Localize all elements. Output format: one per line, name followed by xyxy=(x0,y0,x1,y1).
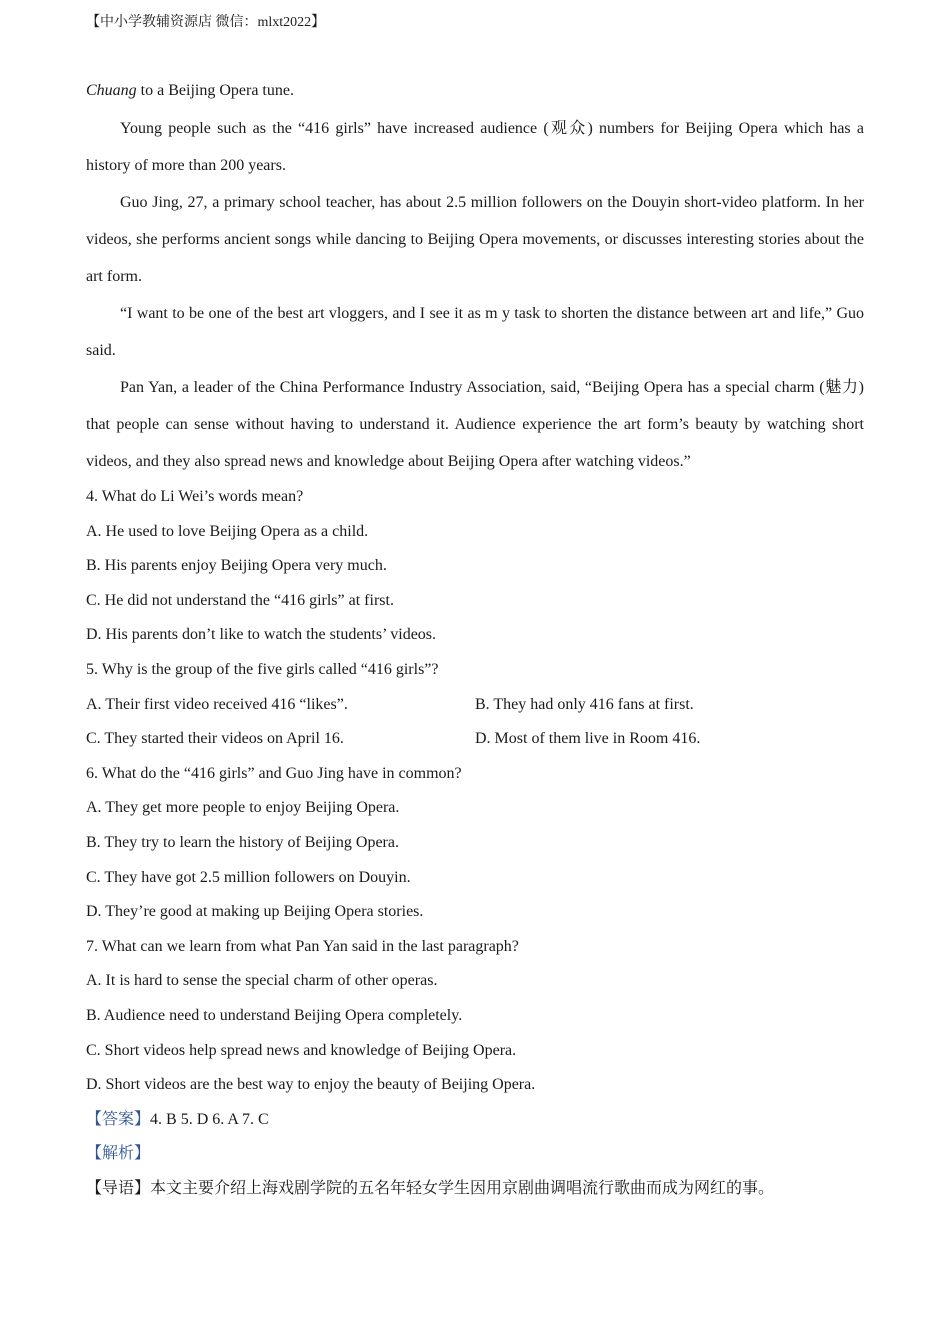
guide-line xyxy=(86,1172,864,1207)
question-option: D. They’re good at making up Beijing Opera stories. xyxy=(86,903,424,921)
question-option: D. Most of them live in Room 416. xyxy=(475,730,701,748)
guide-label: 【导语】 xyxy=(86,1179,151,1197)
question-option: A. Their first video received 416 “likes”. xyxy=(86,695,348,713)
question-stem: 4. What do Li Wei’s words mean? xyxy=(86,488,304,505)
passage-paragraph: Pan Yan, a leader of the China Performance Industry Association, said, “Beijing Opera has a special charm (魅力) that people can sense without having to understand it. Audience experience the art form’s beauty by watching short videos, and they also spread news and knowledge about Beijing Opera after watching videos.” xyxy=(86,379,864,470)
question-4 xyxy=(86,480,864,653)
question-option: C. They have got 2.5 million followers on Douyin. xyxy=(86,868,411,886)
question-stem: 5. Why is the group of the five girls called “416 girls”? xyxy=(86,660,439,678)
option-row xyxy=(86,722,864,757)
question-option: A. They get more people to enjoy Beijing Opera. xyxy=(86,799,400,817)
question-5 xyxy=(86,653,864,757)
question-option: B. Audience need to understand Beijing Opera completely. xyxy=(86,1006,463,1024)
question-7 xyxy=(86,930,864,1103)
passage-paragraph: Young people such as the “416 girls” have increased audience (观众) numbers for Beijing Opera which has a history of more than 200 years. xyxy=(86,120,864,174)
analysis-label: 【解析】 xyxy=(86,1145,151,1163)
answer-line xyxy=(86,1103,864,1138)
guide-text: 本文主要介绍上海戏剧学院的五名年轻女学生因用京剧曲调唱流行歌曲而成为网红的事。 xyxy=(150,1179,775,1197)
passage-paragraph: Guo Jing, 27, a primary school teacher, has about 2.5 million followers on the Douyin short-video platform. In her videos, she performs ancient songs while dancing to Beijing Opera movements, or discusses interesting stories about the art form. xyxy=(86,194,864,285)
question-option: B. His parents enjoy Beijing Opera very much. xyxy=(86,557,387,575)
passage-paragraph: “I want to be one of the best art vloggers, and I see it as m y task to shorten the distance between art and life,” Guo said. xyxy=(86,305,864,359)
question-option: D. His parents don’t like to watch the students’ videos. xyxy=(86,626,437,644)
question-stem: 7. What can we learn from what Pan Yan said in the last paragraph? xyxy=(86,937,519,955)
question-option: B. They had only 416 fans at first. xyxy=(475,695,694,713)
italic-word: Chuang xyxy=(86,82,137,99)
analysis-line xyxy=(86,1137,864,1172)
question-6 xyxy=(86,757,864,930)
document-body xyxy=(86,78,864,1206)
question-option: C. He did not understand the “416 girls” at first. xyxy=(86,591,394,609)
question-option: A. He used to love Beijing Opera as a child. xyxy=(86,522,369,540)
answer-text: 4. B 5. D 6. A 7. C xyxy=(150,1110,269,1128)
question-option: D. Short videos are the best way to enjoy the beauty of Beijing Opera. xyxy=(86,1076,536,1094)
page-header: 【中小学教辅资源店 微信：mlxt2022】 xyxy=(86,15,326,30)
question-option: B. They try to learn the history of Beijing Opera. xyxy=(86,833,399,851)
question-option: C. They started their videos on April 16. xyxy=(86,730,344,748)
question-stem: 6. What do the “416 girls” and Guo Jing have in common? xyxy=(86,764,462,782)
question-option: A. It is hard to sense the special charm of other operas. xyxy=(86,972,438,990)
first-line-rest: to a Beijing Opera tune. xyxy=(136,82,294,99)
option-row xyxy=(86,688,864,723)
answer-label: 【答案】 xyxy=(86,1110,151,1128)
question-option: C. Short videos help spread news and knowledge of Beijing Opera. xyxy=(86,1041,517,1059)
passage-first-line xyxy=(86,78,864,104)
